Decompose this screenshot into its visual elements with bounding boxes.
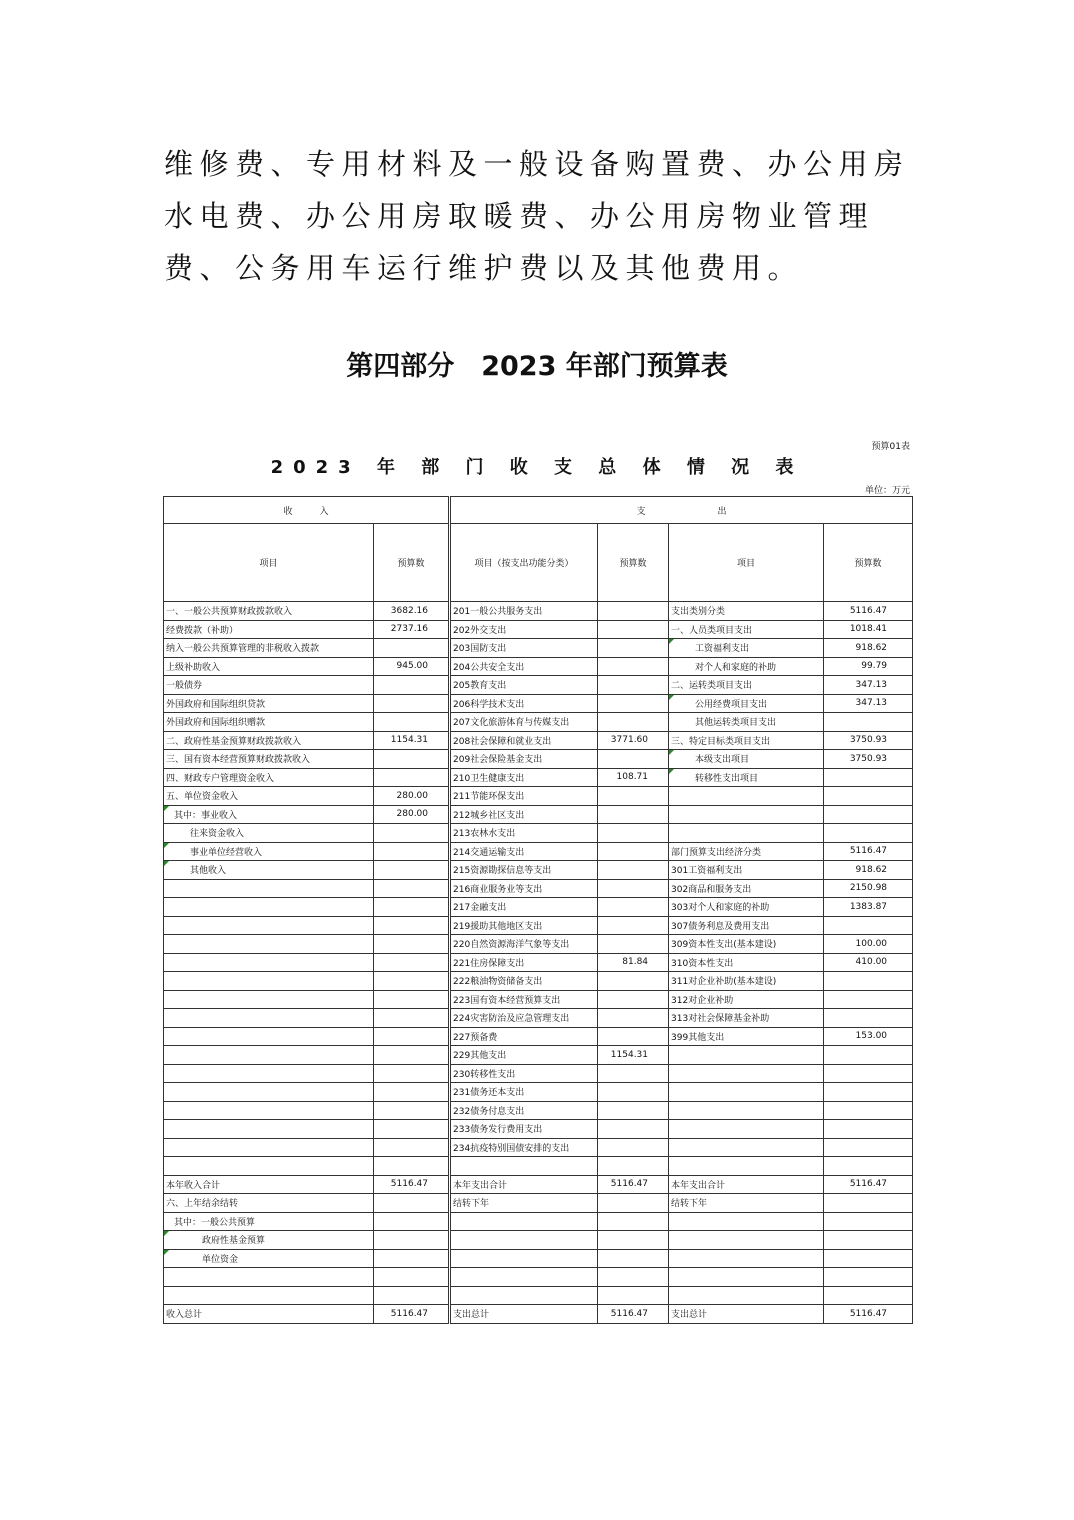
income-budget-cell	[374, 972, 450, 991]
expense-class-budget-cell	[824, 805, 913, 824]
expense-func-budget-cell	[598, 805, 669, 824]
expense-func-budget-cell	[598, 861, 669, 880]
expense-class-budget-cell	[824, 1231, 913, 1250]
expense-func-budget-cell	[598, 694, 669, 713]
expense-class-budget-cell	[824, 1194, 913, 1213]
expense-class-item-cell: 302商品和服务支出	[669, 879, 824, 898]
expense-class-item-cell: 312对企业补助	[669, 990, 824, 1009]
income-budget-cell	[374, 639, 450, 658]
income-item-cell	[164, 972, 374, 991]
expense-func-budget-cell	[598, 990, 669, 1009]
income-item-cell: 往来资金收入	[164, 824, 374, 843]
expense-func-budget-cell	[598, 1083, 669, 1102]
expense-func-budget-cell	[598, 1009, 669, 1028]
income-item-cell: 本年收入合计	[164, 1175, 374, 1194]
expense-func-item-cell: 221住房保障支出	[450, 953, 598, 972]
expense-func-item-cell	[450, 1268, 598, 1287]
expense-class-budget-cell	[824, 972, 913, 991]
income-item-cell	[164, 935, 374, 954]
expense-class-budget-cell	[824, 1138, 913, 1157]
income-item-cell	[164, 1157, 374, 1176]
expense-class-item-cell: 转移性支出项目	[669, 768, 824, 787]
income-item-cell	[164, 1101, 374, 1120]
header-row-group	[164, 497, 913, 524]
expense-func-item-cell: 217金融支出	[450, 898, 598, 917]
expense-func-item-cell: 204公共安全支出	[450, 657, 598, 676]
expense-class-item-cell	[669, 805, 824, 824]
income-item-cell	[164, 953, 374, 972]
table-row	[164, 824, 913, 843]
expense-func-budget-cell	[598, 1138, 669, 1157]
expense-class-item-cell: 工资福利支出	[669, 639, 824, 658]
expense-func-budget-cell	[598, 1194, 669, 1213]
col-item-func-header: 项目（按支出功能分类）	[450, 524, 598, 602]
expense-func-item-cell: 207文化旅游体育与传媒支出	[450, 713, 598, 732]
expense-class-budget-cell: 1018.41	[824, 620, 913, 639]
expense-func-item-cell: 227预备费	[450, 1027, 598, 1046]
expense-func-budget-cell	[598, 676, 669, 695]
income-item-cell	[164, 1120, 374, 1139]
table-row	[164, 1286, 913, 1305]
expense-class-item-cell	[669, 1083, 824, 1102]
expense-func-item-cell	[450, 1231, 598, 1250]
table-row	[164, 713, 913, 732]
income-budget-cell	[374, 935, 450, 954]
expense-class-budget-cell	[824, 1046, 913, 1065]
expense-func-budget-cell	[598, 879, 669, 898]
income-item-cell	[164, 1046, 374, 1065]
income-item-cell	[164, 898, 374, 917]
expense-func-budget-cell	[598, 1249, 669, 1268]
expense-class-item-cell	[669, 1101, 824, 1120]
table-row	[164, 990, 913, 1009]
income-budget-cell	[374, 1046, 450, 1065]
income-item-cell: 三、国有资本经营预算财政拨款收入	[164, 750, 374, 769]
expense-class-item-cell: 其他运转类项目支出	[669, 713, 824, 732]
expense-func-budget-cell	[598, 1101, 669, 1120]
income-item-cell	[164, 990, 374, 1009]
expense-func-budget-cell	[598, 787, 669, 806]
expense-func-item-cell: 210卫生健康支出	[450, 768, 598, 787]
part-title: 第四部分 2023 年部门预算表	[346, 351, 728, 382]
income-budget-cell	[374, 694, 450, 713]
expense-class-budget-cell	[824, 768, 913, 787]
table-row	[164, 657, 913, 676]
income-budget-cell	[374, 916, 450, 935]
expense-func-budget-cell	[598, 1120, 669, 1139]
income-item-cell: 上级补助收入	[164, 657, 374, 676]
table-title: 2023 年 部 门 收 支 总 体 情 况 表	[270, 457, 804, 478]
expense-header: 支 出	[450, 497, 913, 524]
expense-class-item-cell: 399其他支出	[669, 1027, 824, 1046]
expense-class-item-cell: 本级支出项目	[669, 750, 824, 769]
table-row	[164, 1157, 913, 1176]
income-budget-cell	[374, 1286, 450, 1305]
col-item3-header: 项目	[669, 524, 824, 602]
expense-class-budget-cell	[824, 1268, 913, 1287]
expense-func-item-cell: 232债务付息支出	[450, 1101, 598, 1120]
expense-class-item-cell	[669, 1138, 824, 1157]
expense-class-item-cell	[669, 787, 824, 806]
income-item-cell: 收入总计	[164, 1305, 374, 1324]
expense-func-item-cell: 229其他支出	[450, 1046, 598, 1065]
income-item-cell: 一般债券	[164, 676, 374, 695]
expense-func-item-cell	[450, 1212, 598, 1231]
table-row	[164, 898, 913, 917]
expense-func-budget-cell: 5116.47	[598, 1305, 669, 1324]
table-row	[164, 879, 913, 898]
expense-class-item-cell	[669, 824, 824, 843]
income-budget-cell	[374, 898, 450, 917]
income-item-cell	[164, 1027, 374, 1046]
income-budget-cell: 3682.16	[374, 602, 450, 621]
expense-class-budget-cell: 347.13	[824, 676, 913, 695]
col-budget-header: 预算数	[374, 524, 450, 602]
expense-class-budget-cell: 99.79	[824, 657, 913, 676]
expense-func-budget-cell	[598, 1268, 669, 1287]
expense-class-budget-cell	[824, 916, 913, 935]
expense-class-item-cell	[669, 1064, 824, 1083]
table-row	[164, 972, 913, 991]
table-row	[164, 1194, 913, 1213]
expense-func-budget-cell	[598, 916, 669, 935]
table-row	[164, 1009, 913, 1028]
income-item-cell: 经费拨款（补助）	[164, 620, 374, 639]
expense-func-item-cell: 234抗疫特别国债安排的支出	[450, 1138, 598, 1157]
expense-func-item-cell: 201一般公共服务支出	[450, 602, 598, 621]
expense-class-budget-cell: 347.13	[824, 694, 913, 713]
expense-class-item-cell: 支出类别分类	[669, 602, 824, 621]
expense-func-item-cell: 208社会保障和就业支出	[450, 731, 598, 750]
table-row	[164, 1064, 913, 1083]
income-budget-cell	[374, 1268, 450, 1287]
income-item-cell: 五、单位资金收入	[164, 787, 374, 806]
expense-class-item-cell: 311对企业补助(基本建设)	[669, 972, 824, 991]
expense-func-item-cell: 230转移性支出	[450, 1064, 598, 1083]
income-budget-cell	[374, 861, 450, 880]
income-item-cell	[164, 1083, 374, 1102]
expense-class-budget-cell	[824, 1120, 913, 1139]
expense-func-budget-cell	[598, 1064, 669, 1083]
expense-class-budget-cell	[824, 1286, 913, 1305]
expense-class-budget-cell	[824, 1083, 913, 1102]
table-row	[164, 953, 913, 972]
expense-func-item-cell: 211节能环保支出	[450, 787, 598, 806]
income-item-cell: 纳入一般公共预算管理的非税收入拨款	[164, 639, 374, 658]
expense-class-item-cell: 公用经费项目支出	[669, 694, 824, 713]
expense-func-item-cell: 213农林水支出	[450, 824, 598, 843]
income-item-cell	[164, 879, 374, 898]
income-item-cell	[164, 1268, 374, 1287]
expense-func-item-cell: 结转下年	[450, 1194, 598, 1213]
expense-func-item-cell: 224灾害防治及应急管理支出	[450, 1009, 598, 1028]
budget-table	[163, 496, 913, 1324]
expense-class-item-cell	[669, 1231, 824, 1250]
income-budget-cell	[374, 1138, 450, 1157]
table-row	[164, 1231, 913, 1250]
expense-func-item-cell: 219援助其他地区支出	[450, 916, 598, 935]
table-row	[164, 620, 913, 639]
income-budget-cell	[374, 676, 450, 695]
expense-class-item-cell: 307债务利息及费用支出	[669, 916, 824, 935]
income-budget-cell	[374, 1120, 450, 1139]
expense-class-item-cell	[669, 1268, 824, 1287]
expense-func-budget-cell	[598, 1027, 669, 1046]
income-budget-cell	[374, 1027, 450, 1046]
income-budget-cell	[374, 1212, 450, 1231]
expense-func-item-cell: 223国有资本经营预算支出	[450, 990, 598, 1009]
income-item-cell: 其中：事业收入	[164, 805, 374, 824]
income-budget-cell: 5116.47	[374, 1305, 450, 1324]
expense-class-item-cell: 本年支出合计	[669, 1175, 824, 1194]
income-budget-cell	[374, 824, 450, 843]
expense-class-item-cell	[669, 1212, 824, 1231]
income-item-cell: 二、政府性基金预算财政拨款收入	[164, 731, 374, 750]
expense-class-budget-cell: 5116.47	[824, 1175, 913, 1194]
table-row	[164, 1268, 913, 1287]
header-row-columns	[164, 524, 913, 602]
income-budget-cell: 945.00	[374, 657, 450, 676]
table-row	[164, 805, 913, 824]
expense-class-budget-cell: 1383.87	[824, 898, 913, 917]
expense-func-budget-cell	[598, 750, 669, 769]
income-budget-cell: 280.00	[374, 805, 450, 824]
income-budget-cell	[374, 1194, 450, 1213]
income-budget-cell	[374, 1101, 450, 1120]
expense-class-budget-cell	[824, 713, 913, 732]
income-item-cell	[164, 1286, 374, 1305]
expense-class-budget-cell	[824, 990, 913, 1009]
unit-label: 单位：万元	[864, 486, 910, 496]
expense-class-budget-cell: 3750.93	[824, 750, 913, 769]
income-item-cell	[164, 1009, 374, 1028]
expense-func-budget-cell: 5116.47	[598, 1175, 669, 1194]
col-item-header: 项目	[164, 524, 374, 602]
income-item-cell: 六、上年结余结转	[164, 1194, 374, 1213]
table-row	[164, 694, 913, 713]
expense-func-item-cell: 215资源勘探信息等支出	[450, 861, 598, 880]
expense-func-budget-cell	[598, 713, 669, 732]
expense-func-budget-cell	[598, 1212, 669, 1231]
expense-func-budget-cell	[598, 972, 669, 991]
expense-func-item-cell: 203国防支出	[450, 639, 598, 658]
income-header: 收 入	[164, 497, 450, 524]
table-row	[164, 639, 913, 658]
expense-class-item-cell: 对个人和家庭的补助	[669, 657, 824, 676]
table-row	[164, 935, 913, 954]
expense-func-budget-cell: 1154.31	[598, 1046, 669, 1065]
table-row	[164, 602, 913, 621]
table-row	[164, 1120, 913, 1139]
table-row	[164, 750, 913, 769]
income-budget-cell: 2737.16	[374, 620, 450, 639]
expense-class-item-cell: 310资本性支出	[669, 953, 824, 972]
expense-func-item-cell	[450, 1157, 598, 1176]
expense-class-budget-cell	[824, 1212, 913, 1231]
expense-func-budget-cell	[598, 657, 669, 676]
expense-class-budget-cell: 5116.47	[824, 602, 913, 621]
income-item-cell: 四、财政专户管理资金收入	[164, 768, 374, 787]
expense-class-budget-cell	[824, 824, 913, 843]
col-budget3-header: 预算数	[824, 524, 913, 602]
table-row	[164, 1101, 913, 1120]
expense-func-budget-cell	[598, 935, 669, 954]
income-budget-cell	[374, 1083, 450, 1102]
income-item-cell	[164, 916, 374, 935]
income-item-cell: 外国政府和国际组织赠款	[164, 713, 374, 732]
expense-func-item-cell: 支出总计	[450, 1305, 598, 1324]
expense-func-budget-cell: 3771.60	[598, 731, 669, 750]
income-budget-cell	[374, 1249, 450, 1268]
expense-func-budget-cell	[598, 602, 669, 621]
expense-func-item-cell: 209社会保险基金支出	[450, 750, 598, 769]
income-item-cell: 一、一般公共预算财政拨款收入	[164, 602, 374, 621]
expense-func-budget-cell	[598, 1286, 669, 1305]
income-item-cell: 外国政府和国际组织贷款	[164, 694, 374, 713]
income-item-cell	[164, 1064, 374, 1083]
expense-class-budget-cell: 5116.47	[824, 1305, 913, 1324]
expense-class-item-cell: 部门预算支出经济分类	[669, 842, 824, 861]
income-budget-cell: 1154.31	[374, 731, 450, 750]
expense-func-budget-cell	[598, 1231, 669, 1250]
income-item-cell: 政府性基金预算	[164, 1231, 374, 1250]
expense-func-budget-cell: 81.84	[598, 953, 669, 972]
expense-class-budget-cell	[824, 1157, 913, 1176]
expense-class-budget-cell	[824, 1249, 913, 1268]
table-row	[164, 1305, 913, 1324]
expense-class-item-cell: 一、人员类项目支出	[669, 620, 824, 639]
expense-class-item-cell	[669, 1286, 824, 1305]
expense-func-budget-cell	[598, 1157, 669, 1176]
income-budget-cell	[374, 750, 450, 769]
income-budget-cell: 5116.47	[374, 1175, 450, 1194]
expense-class-item-cell: 313对社会保障基金补助	[669, 1009, 824, 1028]
expense-class-item-cell: 二、运转类项目支出	[669, 676, 824, 695]
expense-class-budget-cell: 5116.47	[824, 842, 913, 861]
table-row	[164, 1138, 913, 1157]
expense-func-item-cell: 206科学技术支出	[450, 694, 598, 713]
expense-func-item-cell	[450, 1286, 598, 1305]
expense-class-item-cell: 结转下年	[669, 1194, 824, 1213]
income-budget-cell	[374, 1157, 450, 1176]
expense-class-item-cell	[669, 1046, 824, 1065]
expense-class-budget-cell: 410.00	[824, 953, 913, 972]
income-budget-cell	[374, 953, 450, 972]
expense-class-budget-cell: 100.00	[824, 935, 913, 954]
expense-func-budget-cell	[598, 842, 669, 861]
expense-class-budget-cell: 153.00	[824, 1027, 913, 1046]
expense-func-budget-cell	[598, 620, 669, 639]
expense-class-item-cell: 三、特定目标类项目支出	[669, 731, 824, 750]
expense-class-item-cell: 303对个人和家庭的补助	[669, 898, 824, 917]
expense-func-budget-cell	[598, 639, 669, 658]
income-budget-cell	[374, 1009, 450, 1028]
income-budget-cell	[374, 879, 450, 898]
table-row	[164, 1249, 913, 1268]
income-item-cell: 事业单位经营收入	[164, 842, 374, 861]
expense-class-item-cell: 309资本性支出(基本建设)	[669, 935, 824, 954]
income-item-cell: 其他收入	[164, 861, 374, 880]
table-number: 预算01表	[871, 442, 910, 452]
expense-class-budget-cell	[824, 787, 913, 806]
income-item-cell	[164, 1138, 374, 1157]
expense-func-item-cell: 231债务还本支出	[450, 1083, 598, 1102]
expense-func-budget-cell	[598, 824, 669, 843]
income-budget-cell: 280.00	[374, 787, 450, 806]
income-budget-cell	[374, 713, 450, 732]
table-row	[164, 1046, 913, 1065]
expense-class-budget-cell: 2150.98	[824, 879, 913, 898]
expense-class-item-cell	[669, 1120, 824, 1139]
col-budget2-header: 预算数	[598, 524, 669, 602]
table-row	[164, 787, 913, 806]
expense-class-item-cell	[669, 1157, 824, 1176]
expense-class-budget-cell	[824, 1101, 913, 1120]
table-row	[164, 768, 913, 787]
expense-class-item-cell: 支出总计	[669, 1305, 824, 1324]
expense-func-item-cell: 212城乡社区支出	[450, 805, 598, 824]
income-budget-cell	[374, 842, 450, 861]
expense-func-item-cell: 220自然资源海洋气象等支出	[450, 935, 598, 954]
expense-func-item-cell	[450, 1249, 598, 1268]
expense-class-budget-cell	[824, 1064, 913, 1083]
expense-class-budget-cell	[824, 1009, 913, 1028]
table-row	[164, 1083, 913, 1102]
table-row	[164, 1212, 913, 1231]
table-row	[164, 916, 913, 935]
expense-func-item-cell: 本年支出合计	[450, 1175, 598, 1194]
income-budget-cell	[374, 990, 450, 1009]
income-budget-cell	[374, 1231, 450, 1250]
table-row	[164, 861, 913, 880]
expense-class-item-cell	[669, 1249, 824, 1268]
expense-class-budget-cell: 918.62	[824, 861, 913, 880]
expense-class-item-cell: 301工资福利支出	[669, 861, 824, 880]
expense-func-budget-cell	[598, 898, 669, 917]
expense-func-item-cell: 214交通运输支出	[450, 842, 598, 861]
expense-func-item-cell: 202外交支出	[450, 620, 598, 639]
expense-func-item-cell: 222粮油物资储备支出	[450, 972, 598, 991]
expense-func-item-cell: 216商业服务业等支出	[450, 879, 598, 898]
table-row	[164, 842, 913, 861]
table-row	[164, 676, 913, 695]
intro-paragraph: 维修费、专用材料及一般设备购置费、办公用房水电费、办公用房取暖费、办公用房物业管理费、公务用车运行维护费以及其他费用。	[164, 147, 910, 285]
expense-func-item-cell: 205教育支出	[450, 676, 598, 695]
income-item-cell: 其中：一般公共预算	[164, 1212, 374, 1231]
expense-class-budget-cell: 3750.93	[824, 731, 913, 750]
expense-func-budget-cell: 108.71	[598, 768, 669, 787]
income-budget-cell	[374, 768, 450, 787]
table-row	[164, 731, 913, 750]
expense-class-budget-cell: 918.62	[824, 639, 913, 658]
table-row	[164, 1175, 913, 1194]
income-item-cell: 单位资金	[164, 1249, 374, 1268]
expense-func-item-cell: 233债务发行费用支出	[450, 1120, 598, 1139]
table-row	[164, 1027, 913, 1046]
income-budget-cell	[374, 1064, 450, 1083]
